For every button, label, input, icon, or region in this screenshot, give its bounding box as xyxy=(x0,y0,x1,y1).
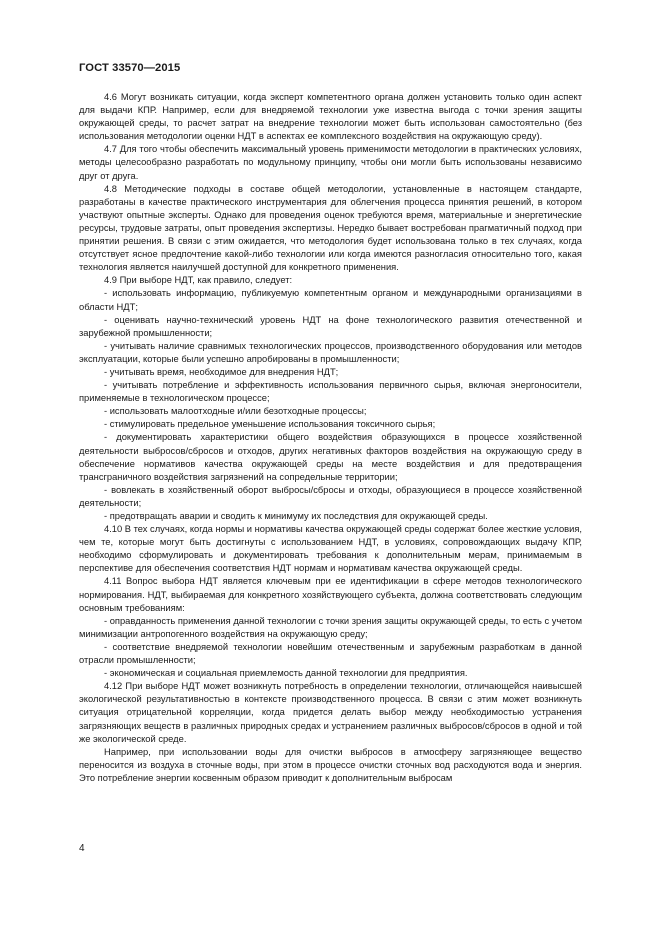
list-item: - учитывать наличие сравнимых технологических процессов, производственного оборудования или методов эксплуатации, которые были успешно апробированы в промышленности; xyxy=(79,340,582,364)
list-item: - использовать информацию, публикуемую компетентным органом и международными организациями в области НДТ; xyxy=(79,288,582,312)
list-item: - документировать характеристики общего воздействия образующихся в процессе хозяйственной деятельности выбросов/сбросов и отходов, других негативных факторов воздействия на окружающую среду в обеспечение нормативов качества окружающей среды на месте воздействия и для предотвращения трансграничного воздействия загрязнений на сопредельные территории; xyxy=(79,432,582,482)
paragraph-4-8: 4.8 Методические подходы в составе общей методологии, установленные в настоящем стандарте, разработаны в качестве практического инструментария для облегчения процесса принятия решений, в котором участвуют опытные эксперты. Однако для проведения оценок требуются время, материальные и энергетические ресурсы, трудовые затраты, опыт проведения экспертизы. Нередко бывает востребован прагматичный подход при принятии решения. В связи с этим ожидается, что методология будет использована только в тех случаях, когда отсутствует ясное предпочтение какой-либо технологии или когда имеются разногласия относительно того, какая технология является наилучшей доступной для конкретного применения. xyxy=(79,183,582,273)
document-header: ГОСТ 33570—2015 xyxy=(79,62,181,74)
list-item: - оправданность применения данной технологии с точки зрения защиты окружающей среды, то есть с учетом минимизации антропогенного воздействия на окружающую среду; xyxy=(79,615,582,639)
list-item: - учитывать время, необходимое для внедрения НДТ; xyxy=(104,366,339,377)
list-item: - экономическая и социальная приемлемость данной технологии для предприятия. xyxy=(104,668,468,679)
document-body xyxy=(79,91,582,785)
paragraph-4-6: 4.6 Могут возникать ситуации, когда эксперт компетентного органа должен установить только один аспект для выдачи КПР. Например, если для внедряемой технологии уже известна выгода с точки зрения защиты окружающей среды, то расчет затрат на внедрение технологии может быть использован самостоятельно (без использования методологии оценки НДТ в аспектах ее комплексного воздействия на окружающую среду). xyxy=(79,92,582,142)
paragraph-4-10: 4.10 В тех случаях, когда нормы и нормативы качества окружающей среды содержат более жесткие условия, чем те, которые могут быть достигнуты с использованием НДТ, в условиях, сопровождающих выдачу КПР, необходимо сформулировать и документировать требования к дополнительным мерам, принимаемым в перспективе для обеспечения соответствия НДТ нормам и нормативам качества окружающей среды. xyxy=(79,524,582,574)
list-item: - использовать малоотходные и/или безотходные процессы; xyxy=(104,406,367,417)
page-number: 4 xyxy=(79,843,85,854)
paragraph-4-12: 4.12 При выборе НДТ может возникнуть потребность в определении технологии, отличающейся наивысшей экологической результативностью в контексте производственного процесса. В связи с этим может возникнуть ситуация отрицательной корреляции, когда придется делать выбор между необходимостью устранения загрязняющих веществ в различных природных средах и устранением различных выбросов/сбросов в одной и той же экологической среде. xyxy=(79,681,582,744)
paragraph-4-11: 4.11 Вопрос выбора НДТ является ключевым при ее идентификации в сфере методов технологического нормирования. НДТ, выбираемая для конкретного хозяйствующего субъекта, должна соответствовать следующим основным требованиям: xyxy=(79,576,582,613)
paragraph-4-9: 4.9 При выборе НДТ, как правило, следует: xyxy=(104,275,293,286)
list-item: - оценивать научно-технический уровень НДТ на фоне технологического развития отечественной и зарубежной промышленности; xyxy=(79,314,582,338)
paragraph-4-7: 4.7 Для того чтобы обеспечить максимальный уровень применимости методологии в практических условиях, методы целесообразно разработать по модульному принципу, чтобы они могли быть использованы независимо друг от друга. xyxy=(79,144,582,181)
list-item: - предотвращать аварии и сводить к минимуму их последствия для окружающей среды. xyxy=(104,511,488,521)
list-item: - учитывать потребление и эффективность использования первичного сырья, включая энергоносители, применяемые в технологическом процессе; xyxy=(79,380,582,404)
paragraph-example: Например, при использовании воды для очистки выбросов в атмосферу загрязняющее вещество переносится из воздуха в сточные воды, при этом в процессе очистки сточных вод расходуются вода и энергия. Это потребление энергии косвенным образом приводит к дополнительным выбросам xyxy=(79,746,582,783)
list-item: - вовлекать в хозяйственный оборот выбросы/сбросы и отходы, образующиеся в процессе хозяйственной деятельности; xyxy=(79,484,582,508)
list-item: - стимулировать предельное уменьшение использования токсичного сырья; xyxy=(104,419,436,430)
list-item: - соответствие внедряемой технологии новейшим отечественным и зарубежным разработкам в данной отрасли промышленности; xyxy=(79,641,582,666)
